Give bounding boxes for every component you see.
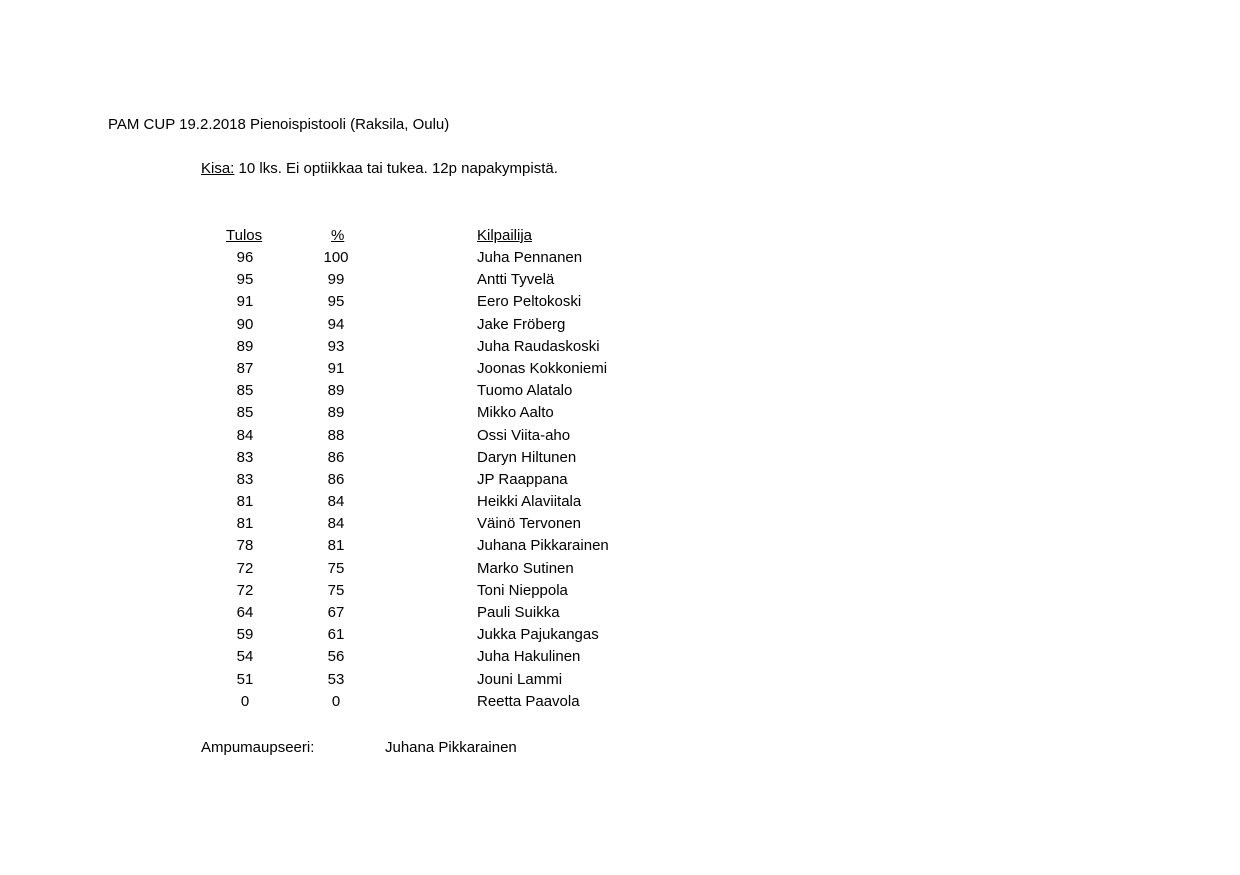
percent-cell: 75 [327, 559, 345, 577]
table-row [0, 515, 700, 537]
table-row [0, 537, 700, 559]
table-row [0, 382, 700, 404]
score-cell: 51 [236, 670, 254, 688]
competitor-name-cell: Daryn Hiltunen [477, 448, 577, 466]
score-cell: 87 [236, 359, 254, 377]
percent-cell: 56 [327, 648, 345, 666]
competitor-name-cell: Eero Peltokoski [477, 293, 582, 311]
table-row [0, 449, 700, 471]
score-cell: 83 [236, 470, 254, 488]
table-row [0, 316, 700, 338]
percent-cell: 91 [327, 359, 345, 377]
table-row [0, 693, 700, 715]
table-row [0, 626, 700, 648]
table-row [0, 560, 700, 582]
percent-cell: 84 [327, 515, 345, 533]
competitor-name-cell: Väinö Tervonen [477, 515, 581, 533]
percent-cell: 99 [327, 271, 345, 289]
percent-cell: 84 [327, 493, 345, 511]
score-cell: 0 [240, 692, 250, 710]
competitor-name-cell: Mikko Aalto [477, 404, 554, 422]
score-cell: 84 [236, 426, 254, 444]
table-row [0, 604, 700, 626]
competitor-name-cell: Toni Nieppola [477, 581, 568, 599]
score-cell: 85 [236, 404, 254, 422]
table-row [0, 471, 700, 493]
score-cell: 72 [236, 581, 254, 599]
score-cell: 81 [236, 493, 254, 511]
table-row [0, 404, 700, 426]
competitor-name-cell: Antti Tyvelä [477, 271, 555, 289]
competitor-name-cell: Tuomo Alatalo [477, 382, 573, 400]
competitor-name-cell: Joonas Kokkoniemi [477, 359, 608, 377]
competitor-name-cell: Pauli Suikka [477, 604, 560, 621]
percent-cell: 86 [327, 470, 345, 488]
score-cell: 91 [236, 293, 254, 311]
table-row [0, 427, 700, 449]
percent-cell: 86 [327, 448, 345, 466]
percent-cell: 93 [327, 337, 345, 355]
percent-cell: 89 [327, 382, 345, 400]
header-score: Tulos [226, 227, 263, 244]
header-percent: % [331, 227, 345, 244]
competitor-name-cell: Ossi Viita-aho [477, 426, 571, 444]
table-row [0, 582, 700, 604]
percent-cell: 67 [327, 604, 345, 621]
table-row [0, 271, 700, 293]
score-cell: 89 [236, 337, 254, 355]
score-cell: 83 [236, 448, 254, 466]
competitor-name-cell: Reetta Paavola [477, 692, 580, 710]
score-cell: 90 [236, 315, 254, 333]
score-cell: 72 [236, 559, 254, 577]
competitor-name-cell: Jouni Lammi [477, 670, 563, 688]
score-cell: 54 [236, 648, 254, 666]
score-cell: 81 [236, 515, 254, 533]
competitor-name-cell: Jake Fröberg [477, 315, 566, 333]
competitor-name-cell: Juha Hakulinen [477, 648, 581, 666]
percent-cell: 88 [327, 426, 345, 444]
results-table [0, 249, 700, 715]
competitor-name-cell: Jukka Pajukangas [477, 626, 599, 644]
table-row [0, 249, 700, 271]
competition-info [201, 160, 558, 178]
score-cell: 85 [236, 382, 254, 400]
table-row [0, 648, 700, 670]
score-cell: 78 [236, 537, 254, 555]
percent-cell: 95 [327, 293, 345, 311]
table-row [0, 338, 700, 360]
percent-cell: 61 [327, 626, 345, 644]
competitor-name-cell: JP Raappana [477, 470, 568, 488]
score-cell: 59 [236, 626, 254, 644]
officer-name: Juhana Pikkarainen [385, 739, 517, 756]
header-competitor: Kilpailija [477, 227, 533, 244]
competition-label: Kisa: [201, 160, 235, 177]
competitor-name-cell: Juha Pennanen [477, 249, 583, 266]
percent-cell: 89 [327, 404, 345, 422]
document-title: PAM CUP 19.2.2018 Pienoispistooli (Raksila, Oulu) [108, 116, 450, 133]
table-row [0, 360, 700, 382]
competitor-name-cell: Marko Sutinen [477, 559, 574, 577]
percent-cell: 0 [331, 692, 341, 710]
table-row [0, 671, 700, 693]
competition-description: 10 lks. Ei optiikkaa tai tukea. 12p napakympistä. [238, 160, 558, 177]
competitor-name-cell: Heikki Alaviitala [477, 493, 582, 511]
percent-cell: 94 [327, 315, 345, 333]
percent-cell: 53 [327, 670, 345, 688]
percent-cell: 81 [327, 537, 345, 555]
officer-label: Ampumaupseeri: [201, 739, 315, 756]
percent-cell: 100 [323, 249, 349, 266]
table-row [0, 293, 700, 315]
score-cell: 95 [236, 271, 254, 289]
percent-cell: 75 [327, 581, 345, 599]
score-cell: 64 [236, 604, 254, 621]
table-row [0, 493, 700, 515]
competitor-name-cell: Juha Raudaskoski [477, 337, 600, 355]
score-cell: 96 [236, 249, 254, 266]
competitor-name-cell: Juhana Pikkarainen [477, 537, 609, 555]
